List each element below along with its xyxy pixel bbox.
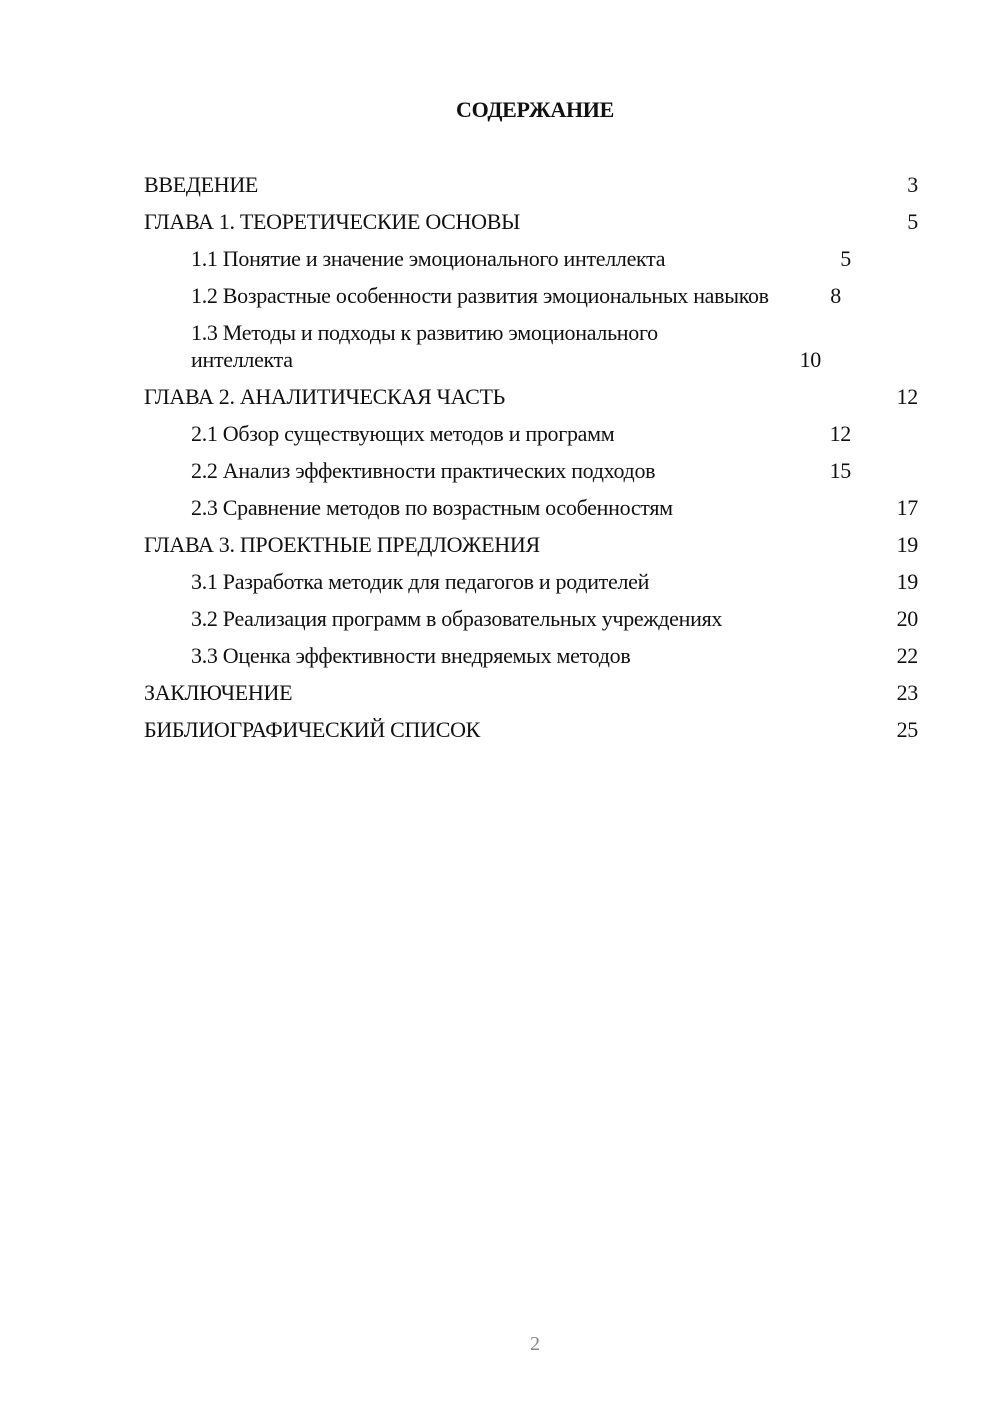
- toc-entry[interactable]: [144, 415, 918, 452]
- toc-entry[interactable]: [144, 452, 918, 489]
- toc-entry[interactable]: [144, 563, 918, 600]
- toc-entry-page: 12: [829, 421, 851, 446]
- toc-entry-page: 15: [829, 458, 851, 483]
- toc-entry-page: 19: [896, 532, 918, 557]
- toc-entry[interactable]: [144, 674, 918, 711]
- toc-entry-label: 2.1 Обзор существующих методов и программ: [191, 421, 615, 446]
- toc-entry-label: 1.2 Возрастные особенности развития эмоциональных навыков: [191, 283, 769, 308]
- toc-entry-page: 22: [896, 643, 918, 668]
- toc-entry-label: ВВЕДЕНИЕ: [144, 172, 259, 197]
- toc-entry[interactable]: [144, 277, 918, 314]
- toc-entry-page: 8: [830, 283, 841, 308]
- toc-entry[interactable]: [144, 600, 918, 637]
- toc-entry-page: 19: [896, 569, 918, 594]
- toc-entry-page: 17: [896, 495, 918, 520]
- page-number: 2: [530, 1333, 540, 1355]
- toc-entry-label: 3.1 Разработка методик для педагогов и родителей: [191, 569, 650, 594]
- toc-entry-page: 5: [907, 209, 918, 234]
- toc-entry-page: 23: [896, 680, 918, 705]
- toc-entry[interactable]: [144, 240, 918, 277]
- toc-entry-label: ГЛАВА 3. ПРОЕКТНЫЕ ПРЕДЛОЖЕНИЯ: [144, 532, 540, 557]
- toc-entry-label: 3.3 Оценка эффективности внедряемых методов: [191, 643, 631, 668]
- toc-entry-label: ГЛАВА 2. АНАЛИТИЧЕСКАЯ ЧАСТЬ: [144, 384, 505, 409]
- toc-entry-page: 10: [799, 347, 821, 372]
- toc-entry[interactable]: [144, 526, 918, 563]
- toc-entry[interactable]: [144, 711, 918, 748]
- toc-entry-label: 1.1 Понятие и значение эмоционального интеллекта: [191, 246, 666, 271]
- toc-entry-label: ГЛАВА 1. ТЕОРЕТИЧЕСКИЕ ОСНОВЫ: [144, 209, 520, 234]
- toc-entry[interactable]: [144, 314, 918, 378]
- toc-entry-page: 20: [896, 606, 918, 631]
- toc-entry-label: 1.3 Методы и подходы к развитию эмоционального интеллекта: [191, 320, 658, 372]
- toc-entry-label: ЗАКЛЮЧЕНИЕ: [144, 680, 293, 705]
- toc-entry[interactable]: [144, 489, 918, 526]
- toc-entry-page: 12: [896, 384, 918, 409]
- table-of-contents: [144, 166, 918, 748]
- toc-entry[interactable]: [144, 166, 918, 203]
- toc-entry-page: 5: [840, 246, 851, 271]
- toc-entry[interactable]: [144, 378, 918, 415]
- toc-entry-label: 3.2 Реализация программ в образовательных учреждениях: [191, 606, 723, 631]
- toc-entry-label: 2.2 Анализ эффективности практических подходов: [191, 458, 656, 483]
- toc-entry-page: 25: [896, 717, 918, 742]
- toc-entry-label: 2.3 Сравнение методов по возрастным особенностям: [191, 495, 673, 520]
- toc-entry-page: 3: [907, 172, 918, 197]
- toc-entry[interactable]: [144, 203, 918, 240]
- page-title: СОДЕРЖАНИЕ: [456, 97, 614, 122]
- toc-entry-label: БИБЛИОГРАФИЧЕСКИЙ СПИСОК: [144, 717, 481, 742]
- toc-entry[interactable]: [144, 637, 918, 674]
